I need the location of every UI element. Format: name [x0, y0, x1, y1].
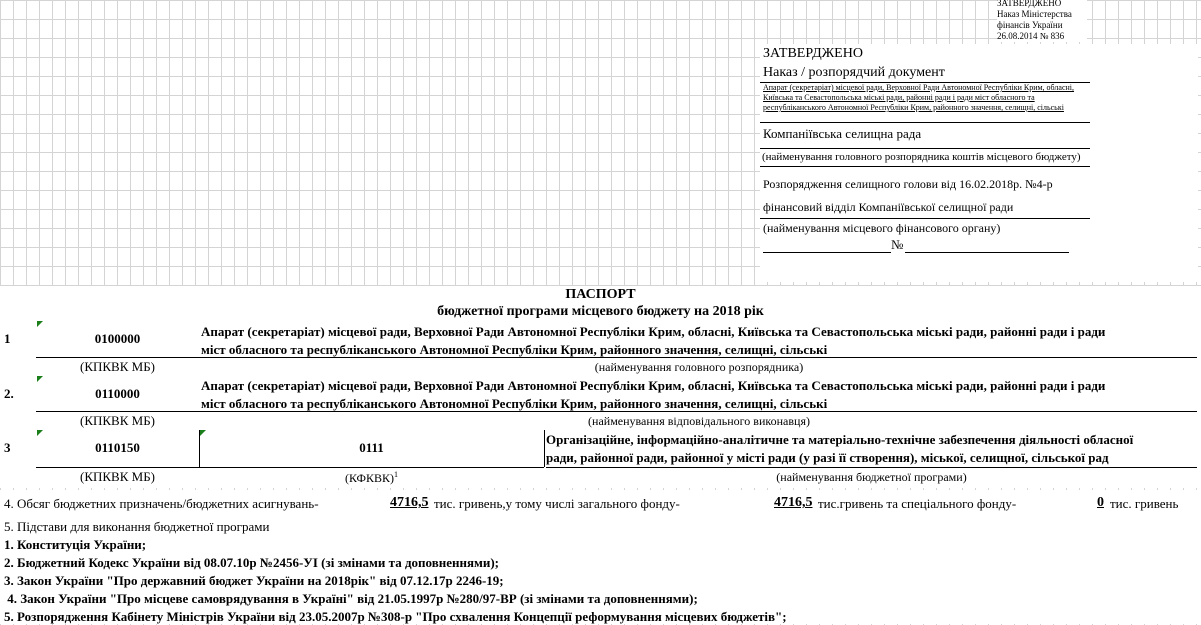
stamp-order: Наказ Міністерства фінансів України — [997, 9, 1072, 30]
row-3-name — [546, 431, 1133, 467]
budget-special: 0 — [1097, 495, 1104, 510]
fin-dept-caption: (найменування місцевого фінансового органу) — [763, 221, 1001, 235]
passport-title: ПАСПОРТ — [565, 287, 636, 302]
row-3-number: 3 — [4, 440, 11, 455]
row-2-name-caption: (найменування відповідального виконавця) — [588, 414, 810, 428]
budget-general-label: тис. гривень,у тому числі загального фонду- — [434, 496, 680, 511]
basis-item-2: 2. Бюджетний Кодекс України від 08.07.10р №2456-УІ (зі змінами та доповненнями); — [4, 555, 499, 570]
stamp-date: 26.08.2014 № 836 — [997, 31, 1065, 41]
row-3-code: 0110150 — [95, 440, 140, 455]
row-1-name — [201, 323, 1105, 359]
row-1-name-line-1: Апарат (секретаріат) місцевої ради, Верховної Ради Автономної Республіки Крим, обласні, Київська та Севастопольська міські ради, районні ради і ради — [201, 324, 1106, 339]
approval-doc-type: Наказ / розпорядчий документ — [763, 65, 945, 80]
row-1-name-caption: (найменування головного розпорядника) — [594, 360, 804, 374]
basis-item-4: 4. Закон України "Про місцеве самоврядування в Україні" від 21.05.1997р №280/97-ВР (зі змінами та доповненнями); — [4, 591, 698, 606]
approval-org-description — [763, 83, 1074, 113]
row-3-name-line-2: ради, районної ради, районної у місті ради (у разі її створення), міської, селищної, сільської рад — [546, 450, 1109, 465]
fin-dept-name: фінансовий відділ Компаніївської селищної ради — [763, 200, 1014, 214]
row-3-kfkvk: 0111 — [359, 440, 384, 455]
basis-heading: 5. Підстави для виконання бюджетної програми — [4, 519, 270, 534]
stamp-title: ЗАТВЕРДЖЕНО — [997, 0, 1062, 8]
row-2-name-line-2: міст обласного та республіканського Автономної Республіки Крим, районного значення, селищні, сільські — [201, 396, 828, 411]
number-sign: № — [891, 237, 904, 252]
row-2-name — [201, 377, 1105, 413]
row-2-code: 0110000 — [95, 386, 140, 401]
row-3-name-line-1: Організаційне, інформаційно-аналітичне та матеріально-технічне забезпечення діяльності обласної — [546, 432, 1134, 447]
row-2-number: 2. — [4, 386, 14, 401]
budget-label: 4. Обсяг бюджетних призначень/бюджетних асигнувань- — [4, 496, 319, 511]
kfkvk-footnote-mark: 1 — [393, 470, 398, 479]
row-3-name-caption: (найменування бюджетної програми) — [776, 470, 967, 484]
budget-general: 4716,5 — [774, 495, 813, 510]
row-3-code-caption: (КПКВК МБ) — [79, 469, 155, 484]
row-1-name-line-2: міст обласного та республіканського Автономної Республіки Крим, районного значення, селищні, сільські — [201, 342, 828, 357]
row-3-kfkvk-caption — [199, 470, 544, 486]
approval-title: ЗАТВЕРДЖЕНО — [763, 46, 863, 61]
basis-item-5: 5. Розпорядження Кабінету Міністрів України від 23.05.2007р №308-р "Про схвалення Концепції реформування місцевих бюджетів"; — [4, 609, 787, 624]
budget-special-label: тис.гривень та спеціального фонду- — [818, 496, 1017, 511]
approval-stamp — [997, 0, 1087, 42]
budget-total: 4716,5 — [390, 495, 429, 510]
budget-unit: тис. гривень — [1110, 496, 1179, 511]
passport-subtitle: бюджетної програми місцевого бюджету на 2018 рік — [437, 304, 764, 319]
basis-item-1: 1. Конституція України; — [4, 537, 147, 552]
row-2-code-caption: (КПКВК МБ) — [79, 413, 155, 428]
council-name: Компаніївська селищна рада — [763, 126, 922, 141]
kfkvk-caption-text: (КФКВК) — [345, 471, 394, 485]
council-caption: (найменування головного розпорядника коштів місцевого бюджету) — [762, 151, 1081, 163]
org-line-1: Апарат (секретаріат) місцевої ради, Верховної Ради Автономної Республіки Крим, обласні, — [763, 83, 1075, 92]
row-1-code: 0100000 — [94, 331, 141, 346]
row-1-number: 1 — [4, 331, 11, 346]
org-line-3: республіканського Автономної Республіки Крим, районного значення, селищні, сільські — [763, 103, 1064, 112]
row-1-code-caption: (КПКВК МБ) — [79, 359, 155, 374]
basis-item-3: 3. Закон України "Про державний бюджет України на 2018рік" від 07.12.17р 2246-19; — [4, 573, 504, 588]
order-line: Розпорядження селищного голови від 16.02.2018р. №4-р — [763, 177, 1053, 191]
row-2-name-line-1: Апарат (секретаріат) місцевої ради, Верховної Ради Автономної Республіки Крим, обласні, Київська та Севастопольська міські ради, районні ради і ради — [201, 378, 1106, 393]
org-line-2: Київська та Севастопольська міські ради, районні ради і ради міст обласного та — [763, 93, 1035, 102]
